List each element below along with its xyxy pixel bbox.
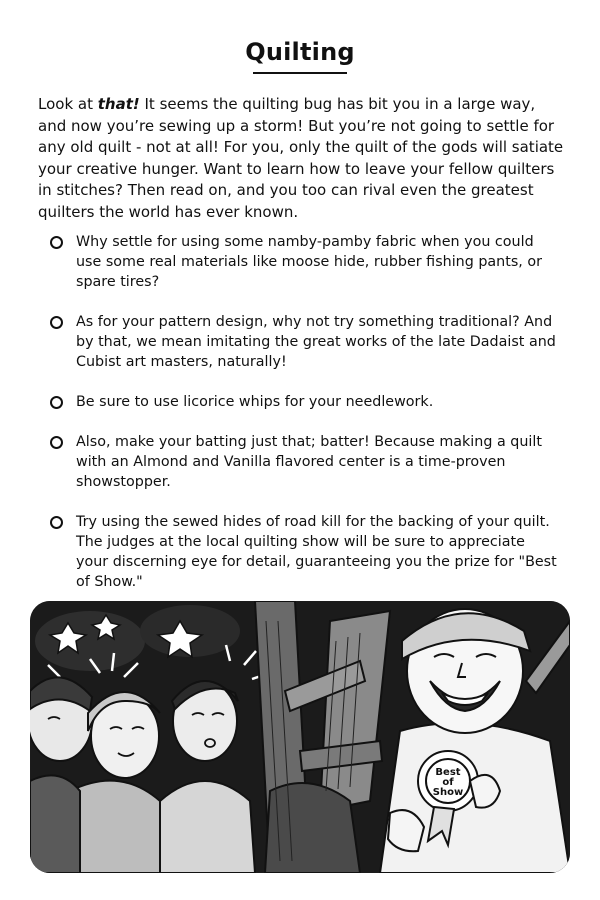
list-item xyxy=(48,312,558,372)
bullet-circle-icon xyxy=(50,316,63,329)
list-item-text: Try using the sewed hides of road kill for the backing of your quilt. The judges at the local quilting show will be sure to appreciate your discerning eye for detail, guaranteeing you the prize for "Best of Show." xyxy=(76,514,557,590)
list-item-text: Why settle for using some namby-pamby fabric when you could use some real materials like moose hide, rubber fishing pants, or spare tires? xyxy=(76,234,543,290)
intro-rest: It seems the quilting bug has bit you in a large way, and now you’re sewing up a storm! But you’re not going to settle for any old quilt - not at all! For you, only the quilt of the gods will satiate your creative hunger. Want to learn how to leave your fellow quilters in stitches? Then read on, and you too can rival even the greatest quilters the world has ever known. xyxy=(38,95,564,221)
page-title: Quilting xyxy=(245,38,355,66)
list-item-text: As for your pattern design, why not try something traditional? And by that, we mean imitating the great works of the late Dadaist and Cubist art masters, naturally! xyxy=(76,314,556,370)
list-item-text: Be sure to use licorice whips for your needlework. xyxy=(76,394,434,410)
bullet-circle-icon xyxy=(50,236,63,249)
title-underline xyxy=(253,72,347,74)
tips-list xyxy=(48,232,558,612)
comic-illustration xyxy=(30,601,570,873)
bullet-circle-icon xyxy=(50,516,63,529)
illustration-art xyxy=(30,601,570,873)
list-item-text: Also, make your batting just that; batter! Because making a quilt with an Almond and Vanilla flavored center is a time-proven showstopper. xyxy=(76,434,542,490)
list-item xyxy=(48,432,558,492)
badge-text-line2: of xyxy=(442,777,454,788)
badge-text-line3: Show xyxy=(432,787,464,798)
badge-text-line1: Best xyxy=(435,767,461,778)
list-item xyxy=(48,232,558,292)
bullet-circle-icon xyxy=(50,436,63,449)
list-item xyxy=(48,392,558,412)
list-item xyxy=(48,512,558,592)
intro-lead: Look at xyxy=(38,95,98,113)
intro-emphasis: that! xyxy=(97,95,140,113)
bullet-circle-icon xyxy=(50,396,63,409)
intro-paragraph xyxy=(38,94,568,223)
